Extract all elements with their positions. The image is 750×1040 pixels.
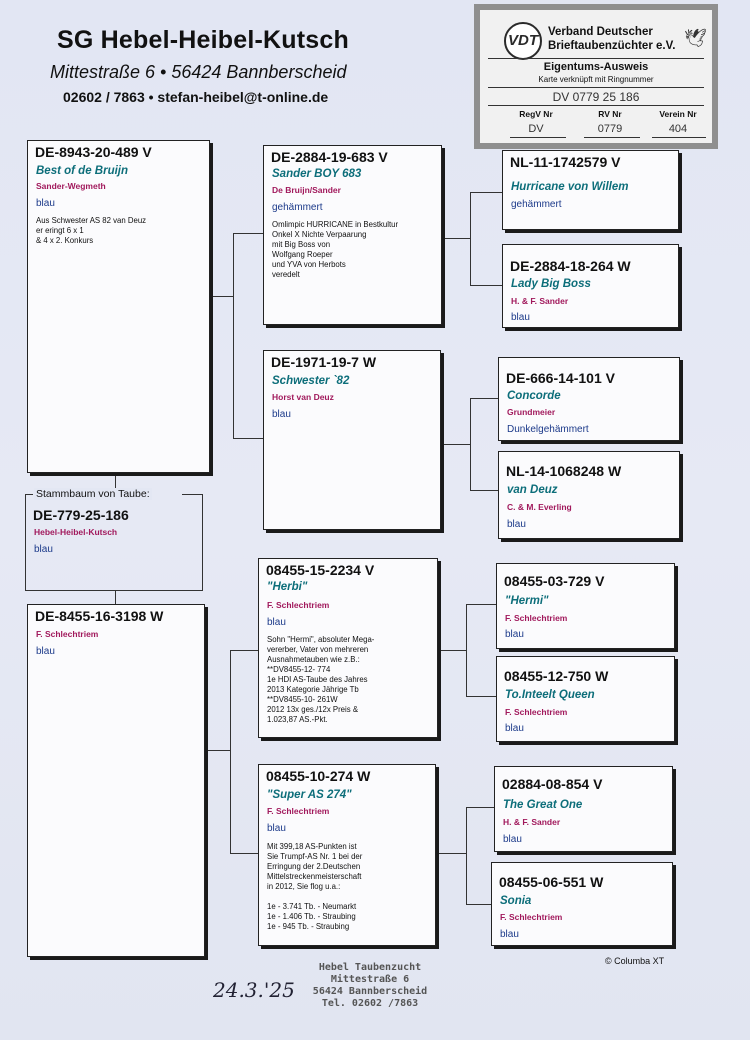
sire-name: Best of de Bruijn <box>36 165 129 177</box>
subject-frame <box>25 494 33 495</box>
dds-ring: 02884-08-854 V <box>502 776 603 792</box>
breeder-stamp <box>300 962 440 1010</box>
sire-dam-name: Schwester `82 <box>272 375 350 387</box>
connector-line <box>230 853 258 854</box>
connector-line <box>230 650 231 853</box>
subject-frame <box>202 494 203 590</box>
dss-color: blau <box>505 629 524 640</box>
connector-line <box>466 904 494 905</box>
subject-ring: DE-779-25-186 <box>33 507 129 523</box>
connector-line <box>466 696 496 697</box>
card-ring-number: DV 0779 25 186 <box>552 90 640 104</box>
card-divider <box>488 58 704 59</box>
sire-sire-box <box>263 145 442 325</box>
connector-line <box>466 604 467 696</box>
card-rv-value: 0779 <box>597 123 623 135</box>
dam-dam-box <box>258 764 436 946</box>
stamp-line: 56424 Bannberscheid <box>312 986 428 997</box>
card-verein-value: 404 <box>668 123 688 135</box>
sdd-breeder: C. & M. Everling <box>507 502 572 512</box>
sire-sire-name: Sander BOY 683 <box>272 168 362 180</box>
dam-dam-ring: 08455-10-274 W <box>266 768 371 784</box>
ssd-breeder: H. & F. Sander <box>511 296 569 306</box>
handwritten-date: 24.3.'25 <box>213 978 295 1002</box>
ssd-name: Lady Big Boss <box>511 278 591 290</box>
card-underline <box>584 137 640 138</box>
connector-line <box>440 238 470 239</box>
sire-sire-color: gehämmert <box>272 202 323 213</box>
dds-box <box>494 766 673 852</box>
sire-dam-color: blau <box>272 409 291 420</box>
dss-ring: 08455-03-729 V <box>504 573 605 589</box>
sss-box <box>502 150 679 230</box>
connector-line <box>233 233 263 234</box>
sds-box <box>498 357 680 441</box>
sss-name: Hurricane von Willem <box>511 181 629 193</box>
vdb-org-line1: Verband Deutscher <box>548 26 653 38</box>
dss-name: "Hermi" <box>505 595 549 607</box>
dds-color: blau <box>503 834 522 845</box>
dam-dam-breeder: F. Schlechtriem <box>267 806 330 816</box>
stamp-line: Hebel Taubenzucht <box>318 962 422 973</box>
ddd-box <box>491 862 673 946</box>
sire-breeder: Sander-Wegmeth <box>36 181 106 191</box>
dsd-color: blau <box>505 723 524 734</box>
connector-line <box>466 807 494 808</box>
ssd-color: blau <box>511 312 530 323</box>
connector-line <box>230 650 258 651</box>
ownership-card <box>474 4 718 149</box>
pedigree-label: Stammbaum von Taube: <box>36 488 150 500</box>
connector-line <box>210 296 234 297</box>
sdd-name: van Deuz <box>507 484 558 496</box>
sss-color: gehämmert <box>511 199 562 210</box>
dam-dam-notes: Mit 399,18 AS-Punkten ist Sie Trumpf-AS Nr. 1 bei der Erringung der 2.Deutschen Mittelstreckenmeisterschaft in 2012, Sie flog u.a.: 1e - 3.741 Tb. - Neumarkt 1e - 1.406 Tb. - Straubing 1e - 945 Tb. - Straubing <box>267 842 363 931</box>
subject-color: blau <box>34 544 53 555</box>
dss-breeder: F. Schlechtriem <box>505 613 568 623</box>
connector-line <box>466 807 467 904</box>
dam-color: blau <box>36 646 55 657</box>
connector-line <box>436 650 466 651</box>
dam-ring: DE-8455-16-3198 W <box>35 608 164 624</box>
card-rv-label: RV Nr <box>598 109 622 119</box>
dam-sire-breeder: F. Schlechtriem <box>267 600 330 610</box>
dss-box <box>496 563 675 649</box>
sire-notes: Aus Schwester AS 82 van Deuz er eringt 6 x 1 & 4 x 2. Konkurs <box>36 216 147 245</box>
dam-breeder: F. Schlechtriem <box>36 629 99 639</box>
vdb-org-line2: Brieftaubenzüchter e.V. <box>548 40 676 52</box>
card-verein-label: Verein Nr <box>659 109 697 119</box>
connector-line <box>470 192 471 285</box>
ddd-name: Sonia <box>500 895 532 907</box>
sss-ring: NL-11-1742579 V <box>510 154 621 170</box>
sds-name: Concorde <box>507 390 561 402</box>
subject-frame <box>182 494 202 495</box>
sire-dam-box <box>263 350 441 530</box>
dds-breeder: H. & F. Sander <box>503 817 561 827</box>
connector-line <box>470 192 502 193</box>
stamp-line: Mittestraße 6 <box>330 974 410 985</box>
connector-line <box>466 604 496 605</box>
connector-line <box>233 438 263 439</box>
ssd-box <box>502 244 679 328</box>
card-divider <box>488 105 704 106</box>
dam-sire-notes: Sohn "Hermi", absoluter Mega- vererber, Vater von mehreren Ausnahmetauben wie z.B.: **DV8455-12- 774 1e HDI AS-Taube des Jahres 2013 Kategorie Jährige Tb **DV8455-10- 261W 2012 13x ges./12x Preis & 1.023,87 AS.-Pkt. <box>267 635 375 724</box>
sire-color: blau <box>36 198 55 209</box>
connector-line <box>115 590 116 604</box>
sire-box <box>27 140 210 473</box>
card-underline <box>652 137 706 138</box>
sire-dam-ring: DE-1971-19-7 W <box>271 354 377 370</box>
dds-name: The Great One <box>503 799 583 811</box>
connector-line <box>434 853 466 854</box>
ddd-ring: 08455-06-551 W <box>499 874 604 890</box>
connector-line <box>440 444 470 445</box>
dsd-ring: 08455-12-750 W <box>504 668 609 684</box>
connector-line <box>470 285 502 286</box>
sire-dam-breeder: Horst van Deuz <box>272 392 334 402</box>
ssd-ring: DE-2884-18-264 W <box>510 258 631 274</box>
ddd-color: blau <box>500 929 519 940</box>
connector-line <box>205 750 231 751</box>
sdd-ring: NL-14-1068248 W <box>506 463 622 479</box>
ddd-breeder: F. Schlechtriem <box>500 912 563 922</box>
sire-sire-ring: DE-2884-19-683 V <box>271 149 388 165</box>
copyright: © Columba XT <box>605 956 665 966</box>
dam-box <box>27 604 205 957</box>
breeder-address: Mittestraße 6 • 56424 Bannberscheid <box>50 62 347 82</box>
breeder-contact: 02602 / 7863 • stefan-heibel@t-online.de <box>63 89 329 105</box>
connector-line <box>233 233 234 438</box>
vdb-organization <box>548 25 675 53</box>
pigeon-icon: 🕊 <box>684 28 707 48</box>
card-regv-label: RegV Nr <box>519 109 553 119</box>
card-title: Eigentums-Ausweis <box>543 61 649 73</box>
card-underline <box>510 137 566 138</box>
subject-frame <box>25 590 203 591</box>
sds-color: Dunkelgehämmert <box>507 424 589 435</box>
sds-ring: DE-666-14-101 V <box>506 370 615 386</box>
dsd-box <box>496 656 675 742</box>
breeder-name: SG Hebel-Heibel-Kutsch <box>57 26 349 54</box>
sdd-box <box>498 451 680 539</box>
sire-sire-breeder: De Bruijn/Sander <box>272 185 341 195</box>
dsd-breeder: F. Schlechtriem <box>505 707 568 717</box>
ownership-card-inner <box>480 10 712 143</box>
dam-dam-name: "Super AS 274" <box>267 789 352 801</box>
sdd-color: blau <box>507 519 526 530</box>
vdb-logo-icon: VDT <box>504 22 542 60</box>
dsd-name: To.Inteelt Queen <box>505 689 595 701</box>
dam-sire-color: blau <box>267 617 286 628</box>
card-regv-value: DV <box>528 123 544 135</box>
sire-ring: DE-8943-20-489 V <box>35 144 152 160</box>
dam-sire-name: "Herbi" <box>267 581 308 593</box>
stamp-line: Tel. 02602 /7863 <box>321 998 419 1009</box>
subject-breeder: Hebel-Heibel-Kutsch <box>34 527 118 537</box>
card-subtitle: Karte verknüpft mit Ringnummer <box>538 75 654 84</box>
sire-sire-notes: Omlimpic HURRICANE in Bestkultur Onkel X Nichte Verpaarung mit Big Boss von Wolfgang Roeper und YVA von Herbots veredelt <box>272 220 399 279</box>
connector-line <box>470 398 471 490</box>
dam-sire-box <box>258 558 438 738</box>
sds-breeder: Grundmeier <box>507 407 556 417</box>
dam-sire-ring: 08455-15-2234 V <box>266 562 375 578</box>
subject-frame <box>25 494 26 590</box>
dam-dam-color: blau <box>267 823 286 834</box>
card-divider <box>488 87 704 88</box>
